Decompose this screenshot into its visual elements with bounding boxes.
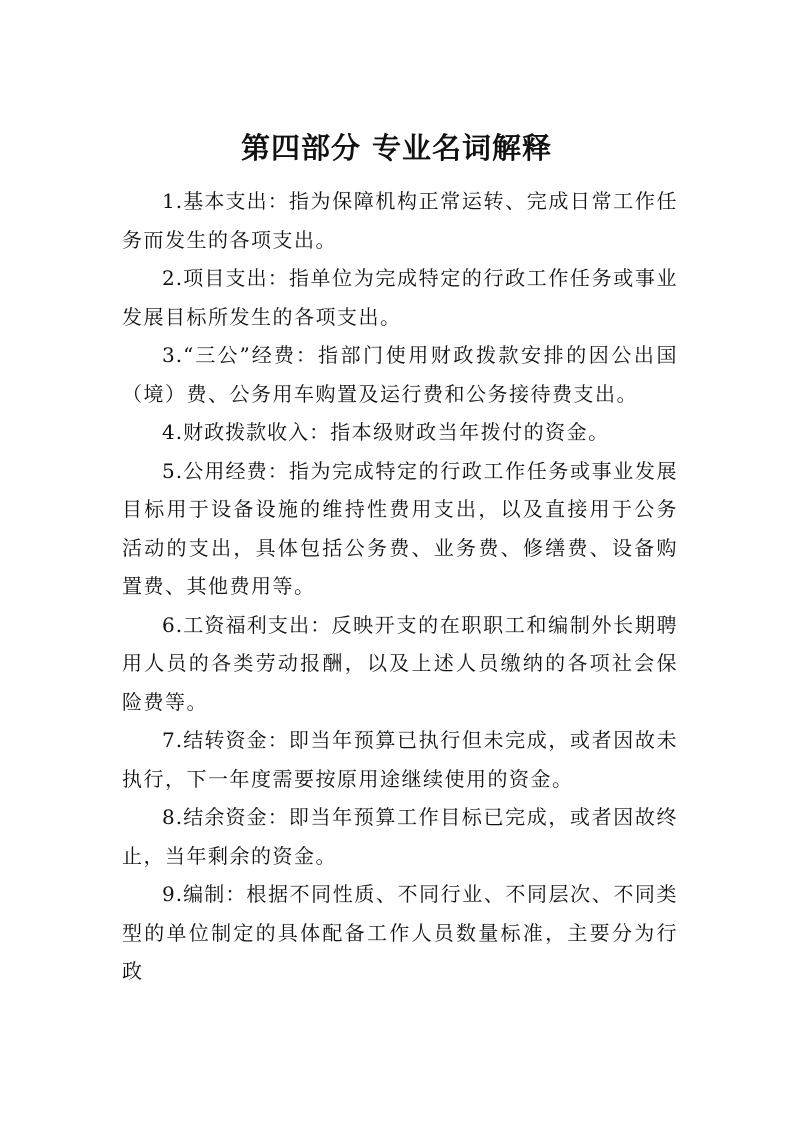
term-label: 7.结转资金： xyxy=(162,728,289,752)
term-paragraph-7 xyxy=(122,721,678,798)
term-definition: 指本级财政当年拨付的资金。 xyxy=(330,420,610,444)
term-paragraph-1 xyxy=(122,182,678,259)
term-definition: 指部门使用财政拨款安排的因公出国（境）费、公务用车购置及运行费和公务接待费支出。 xyxy=(122,343,679,406)
term-label: 6.工资福利支出： xyxy=(162,612,332,637)
term-paragraph-4 xyxy=(122,413,678,452)
term-definition: 指单位为完成特定的行政工作任务或事业发展目标所发生的各项支出。 xyxy=(122,266,678,329)
term-definition: 即当年预算已执行但未完成，或者因故未执行，下一年度需要按原用途继续使用的资金。 xyxy=(122,728,678,791)
page-title: 第四部分 专业名词解释 xyxy=(240,131,553,165)
term-paragraph-2 xyxy=(122,259,678,336)
term-definition: 即当年预算工作目标已完成，或者因故终止，当年剩余的资金。 xyxy=(122,805,678,868)
term-definition: 指为保障机构正常运转、完成日常工作任务而发生的各项支出。 xyxy=(122,189,678,252)
term-label: 4.财政拨款收入： xyxy=(162,420,331,444)
term-label: 9.编制： xyxy=(162,882,247,906)
term-label: 3.“三公”经费： xyxy=(162,343,318,367)
terms-list xyxy=(122,182,678,991)
term-label: 5.公用经费： xyxy=(162,458,289,483)
term-paragraph-5 xyxy=(122,452,678,606)
term-paragraph-8 xyxy=(122,798,678,875)
term-definition: 根据不同性质、不同行业、不同层次、不同类型的单位制定的具体配备工作人员数量标准，主要分为行政 xyxy=(122,882,678,983)
term-label: 2.项目支出： xyxy=(162,266,289,290)
term-paragraph-9 xyxy=(122,875,678,991)
term-paragraph-3 xyxy=(122,336,678,413)
term-definition: 反映开支的在职职工和编制外长期聘用人员的各类劳动报酬，以及上述人员缴纳的各项社会保险费等。 xyxy=(122,612,679,714)
term-paragraph-6 xyxy=(122,606,678,722)
term-definition: 指为完成特定的行政工作任务或事业发展目标用于设备设施的维持性费用支出，以及直接用于公务活动的支出，具体包括公务费、业务费、修缮费、设备购置费、其他费用等。 xyxy=(122,458,678,598)
term-label: 1.基本支出： xyxy=(162,189,289,213)
term-label: 8.结余资金： xyxy=(162,805,289,829)
